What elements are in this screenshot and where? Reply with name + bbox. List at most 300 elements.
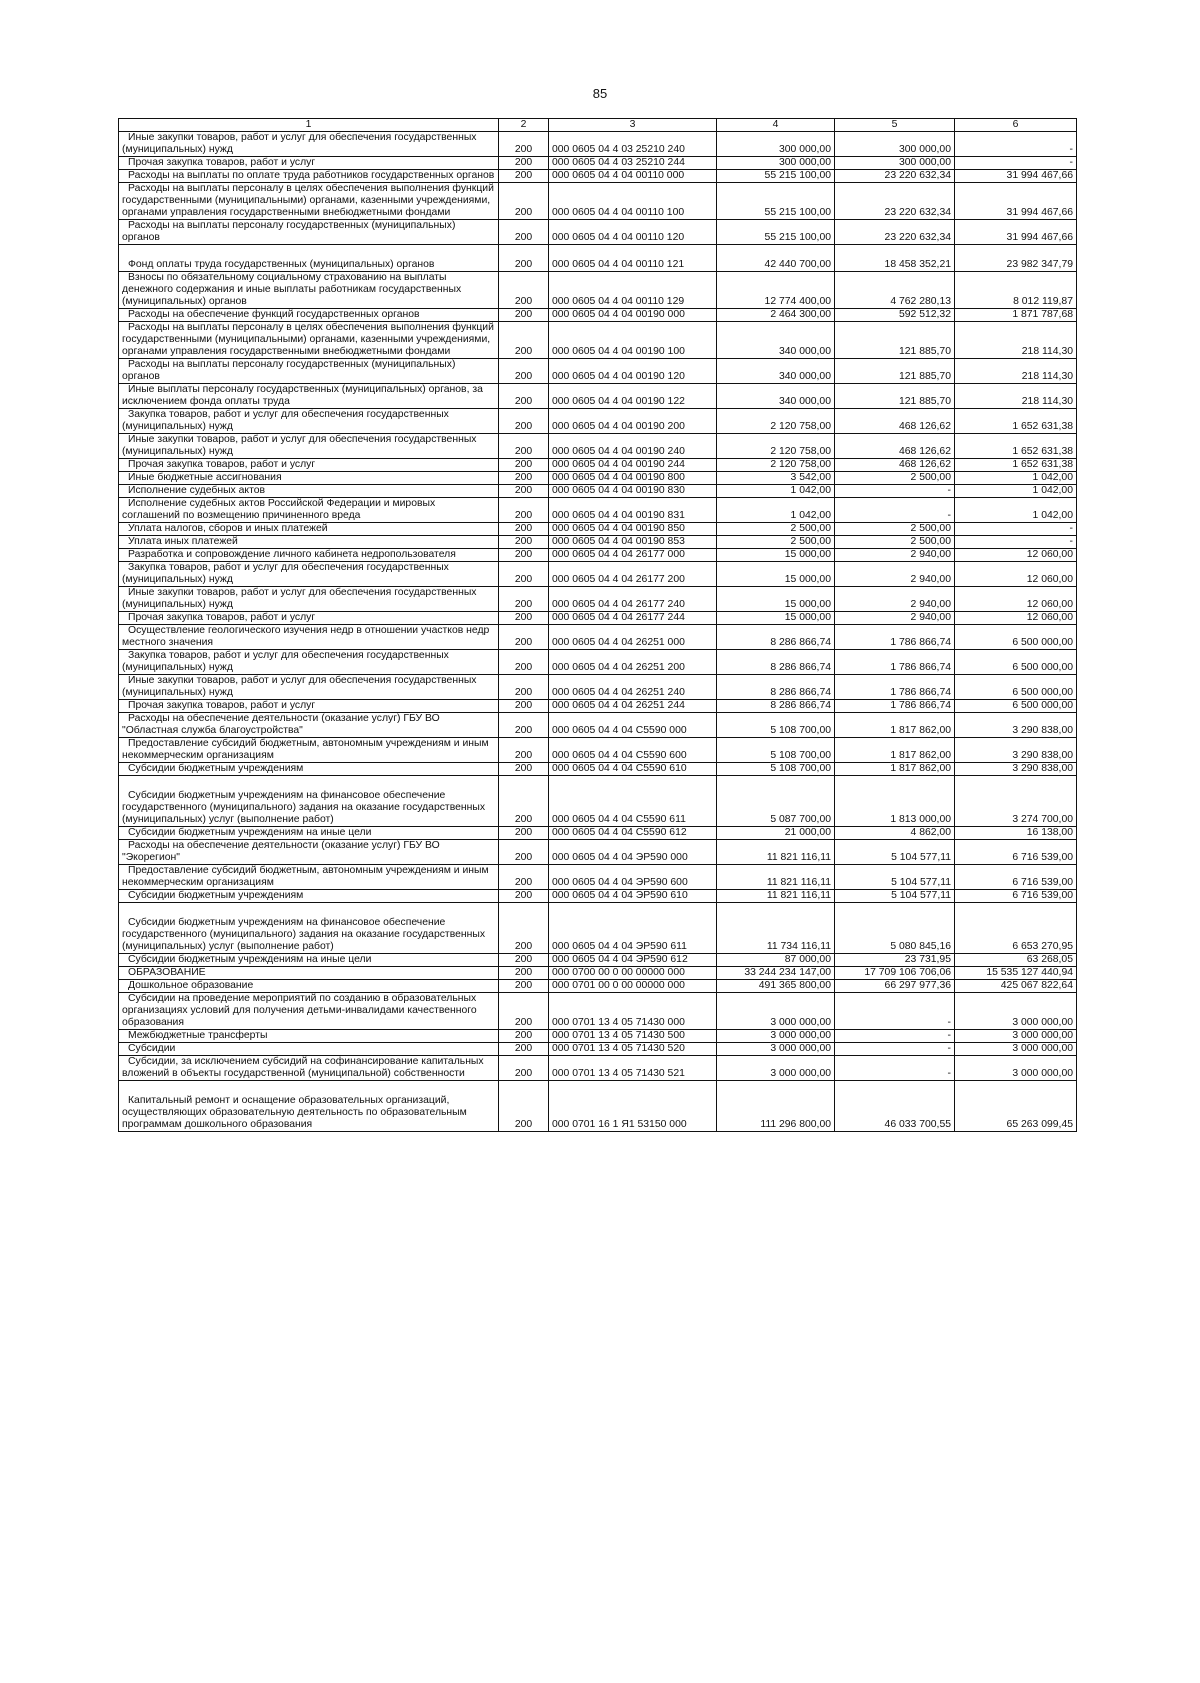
row-approved-cell: 3 000 000,00: [717, 1056, 835, 1081]
row-budget-code-cell: 000 0605 04 4 04 00190 122: [549, 384, 717, 409]
row-budget-code-cell: 000 0701 13 4 05 71430 000: [549, 993, 717, 1030]
row-name-text: Расходы на выплаты персоналу государственных (муниципальных) органов: [122, 359, 456, 382]
row-name-cell: [119, 272, 499, 309]
row-executed-cell: 300 000,00: [835, 157, 955, 170]
row-executed-cell: -: [835, 1043, 955, 1056]
row-executed-cell: -: [835, 993, 955, 1030]
row-budget-code-cell: 000 0605 04 4 04 00110 000: [549, 170, 717, 183]
table-row: [119, 272, 1077, 309]
row-name-text: Иные выплаты персоналу государственных (муниципальных) органов, за исключением фонда оплаты труда: [122, 384, 483, 407]
row-name-cell: [119, 612, 499, 625]
row-budget-code-cell: 000 0605 04 4 04 С5590 611: [549, 776, 717, 827]
table-row: [119, 459, 1077, 472]
row-approved-cell: 300 000,00: [717, 132, 835, 157]
row-name-cell: [119, 157, 499, 170]
row-line-code-cell: 200: [499, 1056, 549, 1081]
row-name-cell: [119, 472, 499, 485]
budget-execution-table: [118, 118, 1077, 1132]
row-name-cell: [119, 840, 499, 865]
table-row: [119, 840, 1077, 865]
row-line-code-cell: 200: [499, 183, 549, 220]
table-row: [119, 827, 1077, 840]
row-line-code-cell: 200: [499, 980, 549, 993]
row-unexecuted-cell: 8 012 119,87: [955, 272, 1077, 309]
table-row: [119, 738, 1077, 763]
row-name-cell: [119, 549, 499, 562]
row-unexecuted-cell: 31 994 467,66: [955, 183, 1077, 220]
table-row: [119, 523, 1077, 536]
row-approved-cell: 55 215 100,00: [717, 220, 835, 245]
row-approved-cell: 3 000 000,00: [717, 993, 835, 1030]
row-budget-code-cell: 000 0605 04 4 04 ЭР590 611: [549, 903, 717, 954]
row-unexecuted-cell: 65 263 099,45: [955, 1081, 1077, 1132]
row-unexecuted-cell: 3 000 000,00: [955, 1043, 1077, 1056]
row-line-code-cell: 200: [499, 903, 549, 954]
row-approved-cell: 55 215 100,00: [717, 170, 835, 183]
row-executed-cell: 468 126,62: [835, 409, 955, 434]
row-line-code-cell: 200: [499, 890, 549, 903]
row-name-cell: [119, 967, 499, 980]
table-row: [119, 1030, 1077, 1043]
row-name-text: Субсидии, за исключением субсидий на софинансирование капитальных вложений в объекты государственной (муниципальной) собственности: [122, 1056, 484, 1079]
table-row: [119, 903, 1077, 954]
row-unexecuted-cell: -: [955, 157, 1077, 170]
row-executed-cell: 2 940,00: [835, 562, 955, 587]
row-name-text: Субсидии бюджетным учреждениям на иные цели: [128, 827, 372, 838]
row-name-cell: [119, 993, 499, 1030]
row-name-cell: [119, 359, 499, 384]
table-header-row: [119, 119, 1077, 132]
row-name-cell: [119, 713, 499, 738]
row-name-text: Иные закупки товаров, работ и услуг для обеспечения государственных (муниципальных) нужд: [122, 587, 477, 610]
row-budget-code-cell: 000 0605 04 4 04 ЭР590 000: [549, 840, 717, 865]
row-approved-cell: 15 000,00: [717, 549, 835, 562]
row-name-cell: [119, 650, 499, 675]
row-unexecuted-cell: -: [955, 536, 1077, 549]
table-row: [119, 322, 1077, 359]
row-name-cell: [119, 675, 499, 700]
row-name-cell: [119, 322, 499, 359]
row-budget-code-cell: 000 0605 04 4 04 00190 850: [549, 523, 717, 536]
row-name-text: Прочая закупка товаров, работ и услуг: [128, 700, 316, 711]
row-executed-cell: 1 817 862,00: [835, 763, 955, 776]
row-line-code-cell: 200: [499, 625, 549, 650]
row-name-text: Субсидии на проведение мероприятий по созданию в образовательных организациях условий для получения детьми-инвалидами качественного образования: [122, 993, 477, 1028]
row-executed-cell: 23 220 632,34: [835, 183, 955, 220]
row-line-code-cell: 200: [499, 650, 549, 675]
row-name-text: Расходы на выплаты по оплате труда работников государственных органов: [128, 170, 495, 181]
row-line-code-cell: 200: [499, 738, 549, 763]
row-line-code-cell: 200: [499, 865, 549, 890]
row-name-text: Уплата налогов, сборов и иных платежей: [128, 523, 328, 534]
row-executed-cell: 5 104 577,11: [835, 865, 955, 890]
row-approved-cell: 55 215 100,00: [717, 183, 835, 220]
row-unexecuted-cell: 12 060,00: [955, 612, 1077, 625]
table-row: [119, 472, 1077, 485]
row-line-code-cell: 200: [499, 485, 549, 498]
row-line-code-cell: 200: [499, 170, 549, 183]
row-approved-cell: 5 108 700,00: [717, 738, 835, 763]
row-executed-cell: 23 220 632,34: [835, 170, 955, 183]
row-budget-code-cell: 000 0605 04 4 04 ЭР590 610: [549, 890, 717, 903]
row-approved-cell: 8 286 866,74: [717, 625, 835, 650]
row-unexecuted-cell: 3 290 838,00: [955, 763, 1077, 776]
row-budget-code-cell: 000 0605 04 4 04 ЭР590 612: [549, 954, 717, 967]
row-executed-cell: -: [835, 498, 955, 523]
row-line-code-cell: 200: [499, 359, 549, 384]
table-row: [119, 536, 1077, 549]
row-executed-cell: 1 786 866,74: [835, 700, 955, 713]
row-executed-cell: 2 940,00: [835, 549, 955, 562]
row-executed-cell: 4 862,00: [835, 827, 955, 840]
row-approved-cell: 11 821 116,11: [717, 890, 835, 903]
row-name-cell: [119, 485, 499, 498]
column-header: 1: [119, 119, 499, 132]
row-executed-cell: 2 500,00: [835, 523, 955, 536]
table-row: [119, 549, 1077, 562]
row-unexecuted-cell: 3 000 000,00: [955, 1030, 1077, 1043]
row-budget-code-cell: 000 0605 04 4 04 ЭР590 600: [549, 865, 717, 890]
row-approved-cell: 2 500,00: [717, 536, 835, 549]
row-unexecuted-cell: 218 114,30: [955, 359, 1077, 384]
row-name-text: Прочая закупка товаров, работ и услуг: [128, 612, 316, 623]
row-approved-cell: 2 464 300,00: [717, 309, 835, 322]
row-name-cell: [119, 865, 499, 890]
row-name-text: Взносы по обязательному социальному страхованию на выплаты денежного содержания и иные выплаты работникам государственных (муниципальных) органов: [122, 272, 462, 307]
table-row: [119, 183, 1077, 220]
row-unexecuted-cell: 63 268,05: [955, 954, 1077, 967]
row-budget-code-cell: 000 0605 04 4 04 С5590 610: [549, 763, 717, 776]
row-unexecuted-cell: 16 138,00: [955, 827, 1077, 840]
row-name-cell: [119, 587, 499, 612]
row-name-text: Иные закупки товаров, работ и услуг для обеспечения государственных (муниципальных) нужд: [122, 132, 477, 155]
row-unexecuted-cell: 15 535 127 440,94: [955, 967, 1077, 980]
row-name-cell: [119, 384, 499, 409]
row-line-code-cell: 200: [499, 954, 549, 967]
row-budget-code-cell: 000 0605 04 4 04 26177 000: [549, 549, 717, 562]
row-executed-cell: 1 817 862,00: [835, 713, 955, 738]
row-executed-cell: 2 500,00: [835, 472, 955, 485]
table-row: [119, 587, 1077, 612]
row-approved-cell: 42 440 700,00: [717, 245, 835, 272]
row-approved-cell: 87 000,00: [717, 954, 835, 967]
row-line-code-cell: 200: [499, 322, 549, 359]
table-row: [119, 434, 1077, 459]
row-budget-code-cell: 000 0605 04 4 04 00190 831: [549, 498, 717, 523]
row-budget-code-cell: 000 0605 04 4 04 00190 240: [549, 434, 717, 459]
row-budget-code-cell: 000 0605 04 4 04 С5590 600: [549, 738, 717, 763]
row-unexecuted-cell: 12 060,00: [955, 562, 1077, 587]
row-executed-cell: 2 500,00: [835, 536, 955, 549]
row-approved-cell: 15 000,00: [717, 562, 835, 587]
row-name-cell: [119, 776, 499, 827]
row-unexecuted-cell: 12 060,00: [955, 587, 1077, 612]
row-name-text: Капитальный ремонт и оснащение образовательных организаций, осуществляющих образовательную деятельность по образовательным программам дошкольного образования: [122, 1095, 467, 1130]
row-name-text: Исполнение судебных актов Российской Федерации и мировых соглашений по возмещению причиненного вреда: [122, 498, 436, 521]
row-unexecuted-cell: 1 871 787,68: [955, 309, 1077, 322]
row-unexecuted-cell: 218 114,30: [955, 322, 1077, 359]
row-unexecuted-cell: 1 652 631,38: [955, 434, 1077, 459]
row-name-cell: [119, 954, 499, 967]
row-name-text: Субсидии: [128, 1043, 176, 1054]
row-unexecuted-cell: 3 000 000,00: [955, 1056, 1077, 1081]
row-unexecuted-cell: -: [955, 523, 1077, 536]
row-executed-cell: 468 126,62: [835, 434, 955, 459]
row-unexecuted-cell: 3 290 838,00: [955, 738, 1077, 763]
row-unexecuted-cell: 1 042,00: [955, 472, 1077, 485]
row-approved-cell: 8 286 866,74: [717, 700, 835, 713]
table-row: [119, 1081, 1077, 1132]
row-budget-code-cell: 000 0605 04 4 04 00110 120: [549, 220, 717, 245]
row-line-code-cell: 200: [499, 1081, 549, 1132]
table-row: [119, 409, 1077, 434]
row-approved-cell: 5 108 700,00: [717, 763, 835, 776]
row-executed-cell: 5 080 845,16: [835, 903, 955, 954]
row-name-cell: [119, 738, 499, 763]
row-approved-cell: 21 000,00: [717, 827, 835, 840]
row-executed-cell: 5 104 577,11: [835, 840, 955, 865]
row-name-cell: [119, 409, 499, 434]
table-row: [119, 980, 1077, 993]
table-row: [119, 498, 1077, 523]
row-name-text: Расходы на обеспечение функций государственных органов: [128, 309, 420, 320]
row-budget-code-cell: 000 0605 04 4 04 00190 244: [549, 459, 717, 472]
column-header: 2: [499, 119, 549, 132]
column-header: 4: [717, 119, 835, 132]
row-executed-cell: 300 000,00: [835, 132, 955, 157]
row-name-cell: [119, 309, 499, 322]
row-name-text: Расходы на обеспечение деятельности (оказание услуг) ГБУ ВО "Экорегион": [122, 840, 440, 863]
row-budget-code-cell: 000 0701 13 4 05 71430 500: [549, 1030, 717, 1043]
row-line-code-cell: 200: [499, 536, 549, 549]
row-unexecuted-cell: 1 042,00: [955, 498, 1077, 523]
row-executed-cell: 592 512,32: [835, 309, 955, 322]
row-unexecuted-cell: 1 652 631,38: [955, 409, 1077, 434]
row-approved-cell: 340 000,00: [717, 384, 835, 409]
row-approved-cell: 33 244 234 147,00: [717, 967, 835, 980]
row-unexecuted-cell: 3 290 838,00: [955, 713, 1077, 738]
column-header: 6: [955, 119, 1077, 132]
row-approved-cell: 15 000,00: [717, 587, 835, 612]
row-name-text: ОБРАЗОВАНИЕ: [128, 967, 206, 978]
row-name-cell: [119, 183, 499, 220]
row-name-cell: [119, 498, 499, 523]
row-unexecuted-cell: 6 500 000,00: [955, 675, 1077, 700]
row-name-text: Предоставление субсидий бюджетным, автономным учреждениям и иным некоммерческим организациям: [122, 865, 489, 888]
table-row: [119, 675, 1077, 700]
row-approved-cell: 2 120 758,00: [717, 459, 835, 472]
row-approved-cell: 3 542,00: [717, 472, 835, 485]
row-name-text: Уплата иных платежей: [128, 536, 238, 547]
table-row: [119, 1056, 1077, 1081]
row-unexecuted-cell: 1 652 631,38: [955, 459, 1077, 472]
row-line-code-cell: 200: [499, 309, 549, 322]
row-budget-code-cell: 000 0605 04 4 04 00190 830: [549, 485, 717, 498]
row-name-cell: [119, 1056, 499, 1081]
row-budget-code-cell: 000 0605 04 4 04 С5590 612: [549, 827, 717, 840]
table-row: [119, 865, 1077, 890]
row-line-code-cell: 200: [499, 763, 549, 776]
row-name-text: Расходы на обеспечение деятельности (оказание услуг) ГБУ ВО "Областная служба благоустройства": [122, 713, 440, 736]
row-executed-cell: 468 126,62: [835, 459, 955, 472]
row-budget-code-cell: 000 0605 04 4 03 25210 240: [549, 132, 717, 157]
table-row: [119, 170, 1077, 183]
row-name-cell: [119, 700, 499, 713]
row-name-cell: [119, 1043, 499, 1056]
row-name-text: Субсидии бюджетным учреждениям: [128, 763, 304, 774]
column-header: 3: [549, 119, 717, 132]
row-name-text: Закупка товаров, работ и услуг для обеспечения государственных (муниципальных) нужд: [122, 650, 449, 673]
row-budget-code-cell: 000 0701 00 0 00 00000 000: [549, 980, 717, 993]
table-row: [119, 309, 1077, 322]
table-row: [119, 954, 1077, 967]
row-name-text: Прочая закупка товаров, работ и услуг: [128, 157, 316, 168]
row-name-cell: [119, 890, 499, 903]
row-line-code-cell: 200: [499, 157, 549, 170]
row-budget-code-cell: 000 0605 04 4 04 26177 240: [549, 587, 717, 612]
row-unexecuted-cell: 6 716 539,00: [955, 840, 1077, 865]
row-approved-cell: 5 108 700,00: [717, 713, 835, 738]
row-name-text: Субсидии бюджетным учреждениям на иные цели: [128, 954, 372, 965]
row-budget-code-cell: 000 0605 04 4 04 26251 244: [549, 700, 717, 713]
row-line-code-cell: 200: [499, 827, 549, 840]
row-budget-code-cell: 000 0701 13 4 05 71430 521: [549, 1056, 717, 1081]
row-line-code-cell: 200: [499, 272, 549, 309]
row-name-cell: [119, 827, 499, 840]
row-line-code-cell: 200: [499, 840, 549, 865]
column-header: 5: [835, 119, 955, 132]
row-name-text: Субсидии бюджетным учреждениям: [128, 890, 304, 901]
row-approved-cell: 11 821 116,11: [717, 840, 835, 865]
row-name-cell: [119, 434, 499, 459]
table-row: [119, 220, 1077, 245]
row-approved-cell: 1 042,00: [717, 485, 835, 498]
table-row: [119, 967, 1077, 980]
row-executed-cell: 23 731,95: [835, 954, 955, 967]
row-line-code-cell: 200: [499, 713, 549, 738]
row-budget-code-cell: 000 0605 04 4 04 00190 853: [549, 536, 717, 549]
row-approved-cell: 3 000 000,00: [717, 1043, 835, 1056]
row-approved-cell: 1 042,00: [717, 498, 835, 523]
row-unexecuted-cell: 6 500 000,00: [955, 625, 1077, 650]
row-name-text: Предоставление субсидий бюджетным, автономным учреждениям и иным некоммерческим организациям: [122, 738, 489, 761]
row-budget-code-cell: 000 0701 16 1 Я1 53150 000: [549, 1081, 717, 1132]
row-line-code-cell: 200: [499, 776, 549, 827]
row-unexecuted-cell: 31 994 467,66: [955, 220, 1077, 245]
row-executed-cell: 1 786 866,74: [835, 625, 955, 650]
row-name-text: Расходы на выплаты персоналу государственных (муниципальных) органов: [122, 220, 456, 243]
row-executed-cell: -: [835, 485, 955, 498]
row-line-code-cell: 200: [499, 132, 549, 157]
row-budget-code-cell: 000 0605 04 4 03 25210 244: [549, 157, 717, 170]
row-line-code-cell: 200: [499, 549, 549, 562]
row-line-code-cell: 200: [499, 700, 549, 713]
row-name-text: Субсидии бюджетным учреждениям на финансовое обеспечение государственного (муниципального) задания на оказание государственных (муниципальных) услуг (выполнение работ): [122, 917, 486, 952]
row-line-code-cell: 200: [499, 434, 549, 459]
table-row: [119, 359, 1077, 384]
row-budget-code-cell: 000 0605 04 4 04 00110 121: [549, 245, 717, 272]
row-approved-cell: 491 365 800,00: [717, 980, 835, 993]
row-executed-cell: -: [835, 1056, 955, 1081]
row-budget-code-cell: 000 0605 04 4 04 00190 200: [549, 409, 717, 434]
table-row: [119, 485, 1077, 498]
row-unexecuted-cell: 6 500 000,00: [955, 700, 1077, 713]
row-executed-cell: 1 786 866,74: [835, 650, 955, 675]
row-approved-cell: 2 500,00: [717, 523, 835, 536]
row-name-text: Иные бюджетные ассигнования: [128, 472, 282, 483]
table-row: [119, 132, 1077, 157]
row-line-code-cell: 200: [499, 523, 549, 536]
row-name-text: Закупка товаров, работ и услуг для обеспечения государственных (муниципальных) нужд: [122, 562, 449, 585]
row-budget-code-cell: 000 0605 04 4 04 26177 200: [549, 562, 717, 587]
page-number: 85: [592, 86, 608, 101]
row-name-cell: [119, 536, 499, 549]
row-approved-cell: 5 087 700,00: [717, 776, 835, 827]
table-row: [119, 763, 1077, 776]
row-executed-cell: 46 033 700,55: [835, 1081, 955, 1132]
row-unexecuted-cell: 6 716 539,00: [955, 890, 1077, 903]
table-row: [119, 612, 1077, 625]
row-unexecuted-cell: 6 716 539,00: [955, 865, 1077, 890]
row-budget-code-cell: 000 0605 04 4 04 00190 800: [549, 472, 717, 485]
table-row: [119, 157, 1077, 170]
row-executed-cell: 2 940,00: [835, 612, 955, 625]
row-line-code-cell: 200: [499, 1043, 549, 1056]
row-name-cell: [119, 625, 499, 650]
row-budget-code-cell: 000 0605 04 4 04 00110 129: [549, 272, 717, 309]
row-name-text: Закупка товаров, работ и услуг для обеспечения государственных (муниципальных) нужд: [122, 409, 449, 432]
table-row: [119, 1043, 1077, 1056]
row-name-text: Межбюджетные трансферты: [128, 1030, 268, 1041]
table-row: [119, 700, 1077, 713]
row-line-code-cell: 200: [499, 220, 549, 245]
row-budget-code-cell: 000 0605 04 4 04 С5590 000: [549, 713, 717, 738]
row-name-cell: [119, 220, 499, 245]
row-name-text: Осуществление геологического изучения недр в отношении участков недр местного значения: [122, 625, 490, 648]
row-executed-cell: 66 297 977,36: [835, 980, 955, 993]
row-approved-cell: 15 000,00: [717, 612, 835, 625]
row-executed-cell: 121 885,70: [835, 322, 955, 359]
table-row: [119, 993, 1077, 1030]
table-row: [119, 713, 1077, 738]
row-unexecuted-cell: 6 653 270,95: [955, 903, 1077, 954]
table-row: [119, 384, 1077, 409]
row-unexecuted-cell: 12 060,00: [955, 549, 1077, 562]
row-line-code-cell: 200: [499, 409, 549, 434]
row-unexecuted-cell: 31 994 467,66: [955, 170, 1077, 183]
row-line-code-cell: 200: [499, 459, 549, 472]
table-row: [119, 245, 1077, 272]
row-budget-code-cell: 000 0605 04 4 04 26251 000: [549, 625, 717, 650]
row-unexecuted-cell: 218 114,30: [955, 384, 1077, 409]
row-budget-code-cell: 000 0605 04 4 04 00190 000: [549, 309, 717, 322]
row-approved-cell: 340 000,00: [717, 322, 835, 359]
table-row: [119, 562, 1077, 587]
row-line-code-cell: 200: [499, 675, 549, 700]
row-executed-cell: 5 104 577,11: [835, 890, 955, 903]
row-executed-cell: 121 885,70: [835, 359, 955, 384]
row-executed-cell: 4 762 280,13: [835, 272, 955, 309]
row-executed-cell: 1 813 000,00: [835, 776, 955, 827]
row-approved-cell: 340 000,00: [717, 359, 835, 384]
row-approved-cell: 8 286 866,74: [717, 650, 835, 675]
row-name-text: Дошкольное образование: [128, 980, 254, 991]
row-name-cell: [119, 562, 499, 587]
row-line-code-cell: 200: [499, 498, 549, 523]
row-executed-cell: 2 940,00: [835, 587, 955, 612]
row-name-text: Субсидии бюджетным учреждениям на финансовое обеспечение государственного (муниципального) задания на оказание государственных (муниципальных) услуг (выполнение работ): [122, 790, 486, 825]
row-executed-cell: 23 220 632,34: [835, 220, 955, 245]
